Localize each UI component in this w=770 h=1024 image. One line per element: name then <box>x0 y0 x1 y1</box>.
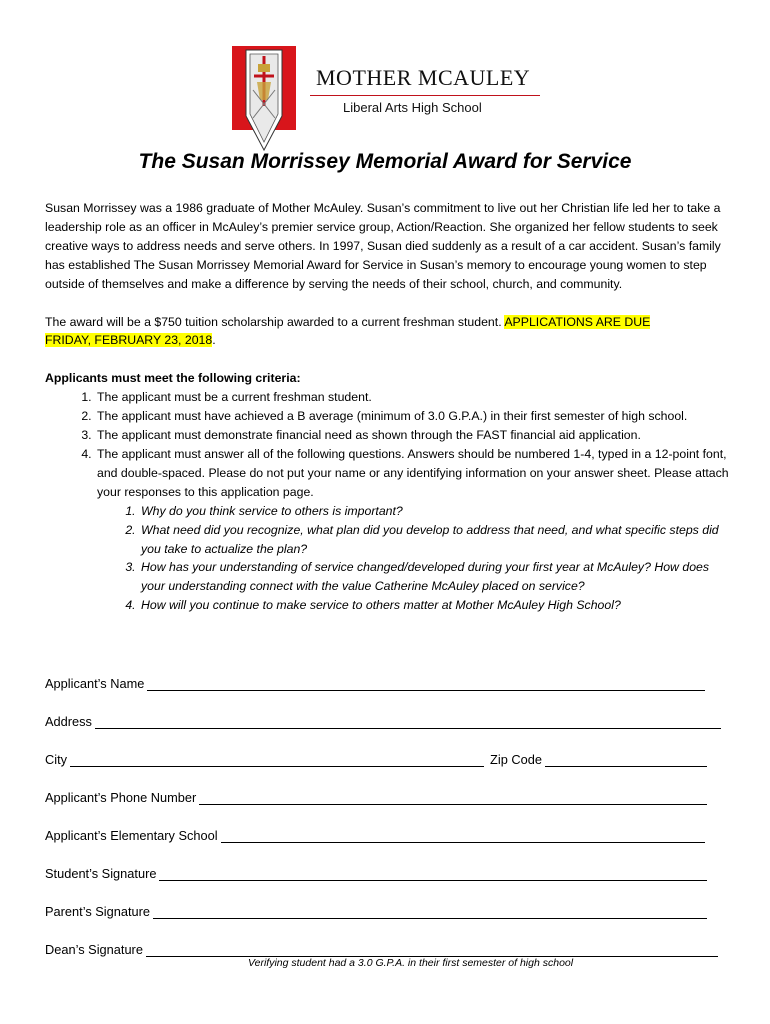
question-item: 1. Why do you think service to others is important? <box>139 502 735 521</box>
school-name: MOTHER MCAULEY <box>316 65 531 90</box>
questions-list <box>97 502 735 615</box>
deadline-highlight-2: FRIDAY, FEBRUARY 23, 2018 <box>45 333 213 348</box>
address-line[interactable] <box>95 716 721 729</box>
elementary-school-line[interactable] <box>221 830 705 843</box>
applicant-name-field[interactable] <box>45 676 705 691</box>
dean-signature-label: Dean’s Signature <box>45 942 143 957</box>
phone-field[interactable] <box>45 790 707 805</box>
logo-divider <box>310 95 540 96</box>
page-title: The Susan Morrissey Memorial Award for Service <box>138 150 632 173</box>
applicant-name-label: Applicant’s Name <box>45 676 145 691</box>
dean-signature-field[interactable] <box>45 942 718 957</box>
parent-signature-line[interactable] <box>153 906 707 919</box>
criteria-item: 1. The applicant must be a current freshman student. <box>95 388 735 407</box>
question-item: 3. How has your understanding of service changed/developed during your first year at McAuley? How does your understanding connect with the value Catherine McAuley placed on service? <box>139 558 735 596</box>
dean-signature-line[interactable] <box>146 944 718 957</box>
school-subtitle: Liberal Arts High School <box>343 100 482 115</box>
criteria-item <box>95 445 735 615</box>
criteria-heading: Applicants must meet the following criteria: <box>45 371 301 386</box>
question-item: 4. How will you continue to make service to others matter at Mother McAuley High School? <box>139 596 735 615</box>
elementary-school-field[interactable] <box>45 828 705 843</box>
dean-note: Verifying student had a 3.0 G.P.A. in their first semester of high school <box>248 957 574 969</box>
document-body <box>45 199 735 615</box>
school-logo <box>232 46 542 156</box>
deadline-highlight-1: APPLICATIONS ARE DUE <box>504 314 651 329</box>
parent-signature-label: Parent’s Signature <box>45 904 151 919</box>
student-signature-field[interactable] <box>45 866 707 881</box>
student-signature-line[interactable] <box>159 868 707 881</box>
zip-line[interactable] <box>545 754 707 767</box>
city-line[interactable] <box>70 754 484 767</box>
criteria-item: 2. The applicant must have achieved a B average (minimum of 3.0 G.P.A.) in their first semester of high school. <box>95 407 735 426</box>
address-field[interactable] <box>45 714 721 729</box>
question-item: 2. What need did you recognize, what plan did you develop to address that need, and what specific steps did you take to actualize the plan? <box>139 521 735 559</box>
phone-label: Applicant’s Phone Number <box>45 790 197 805</box>
phone-line[interactable] <box>199 792 707 805</box>
city-label: City <box>45 752 68 767</box>
award-text: The award will be a $750 tuition scholarship awarded to a current freshman student. <box>45 314 505 329</box>
address-label: Address <box>45 714 92 729</box>
applicant-name-line[interactable] <box>147 678 705 691</box>
city-field[interactable] <box>45 752 707 767</box>
zip-label: Zip Code <box>490 752 542 767</box>
criteria-item-text: The applicant must answer all of the following questions. Answers should be numbered 1-4, typed in a 12-point font, and double-spaced. Please do not put your name or any identifying information on your answer sheet. Please attach your responses to this application page. <box>97 446 729 499</box>
criteria-item: 3. The applicant must demonstrate financial need as shown through the FAST financial aid application. <box>95 426 735 445</box>
elementary-school-label: Applicant’s Elementary School <box>45 828 218 843</box>
award-end: . <box>212 333 216 348</box>
crest-icon <box>232 46 296 156</box>
parent-signature-field[interactable] <box>45 904 707 919</box>
award-paragraph <box>45 313 735 351</box>
intro-paragraph: Susan Morrissey was a 1986 graduate of Mother McAuley. Susan’s commitment to live out her Christian life led her to take a leadership role as an officer in McAuley’s premier service group, Action/Reaction. She organized her fellow students to seek creative ways to address needs and serve others. In 1997, Susan died suddenly as a result of a car accident. Susan’s family has established The Susan Morrissey Memorial Award for Service in Susan’s memory to encourage young women to step outside of themselves and make a difference by serving the needs of their school, church, and community. <box>45 201 721 291</box>
criteria-list <box>45 388 735 615</box>
student-signature-label: Student’s Signature <box>45 866 157 881</box>
